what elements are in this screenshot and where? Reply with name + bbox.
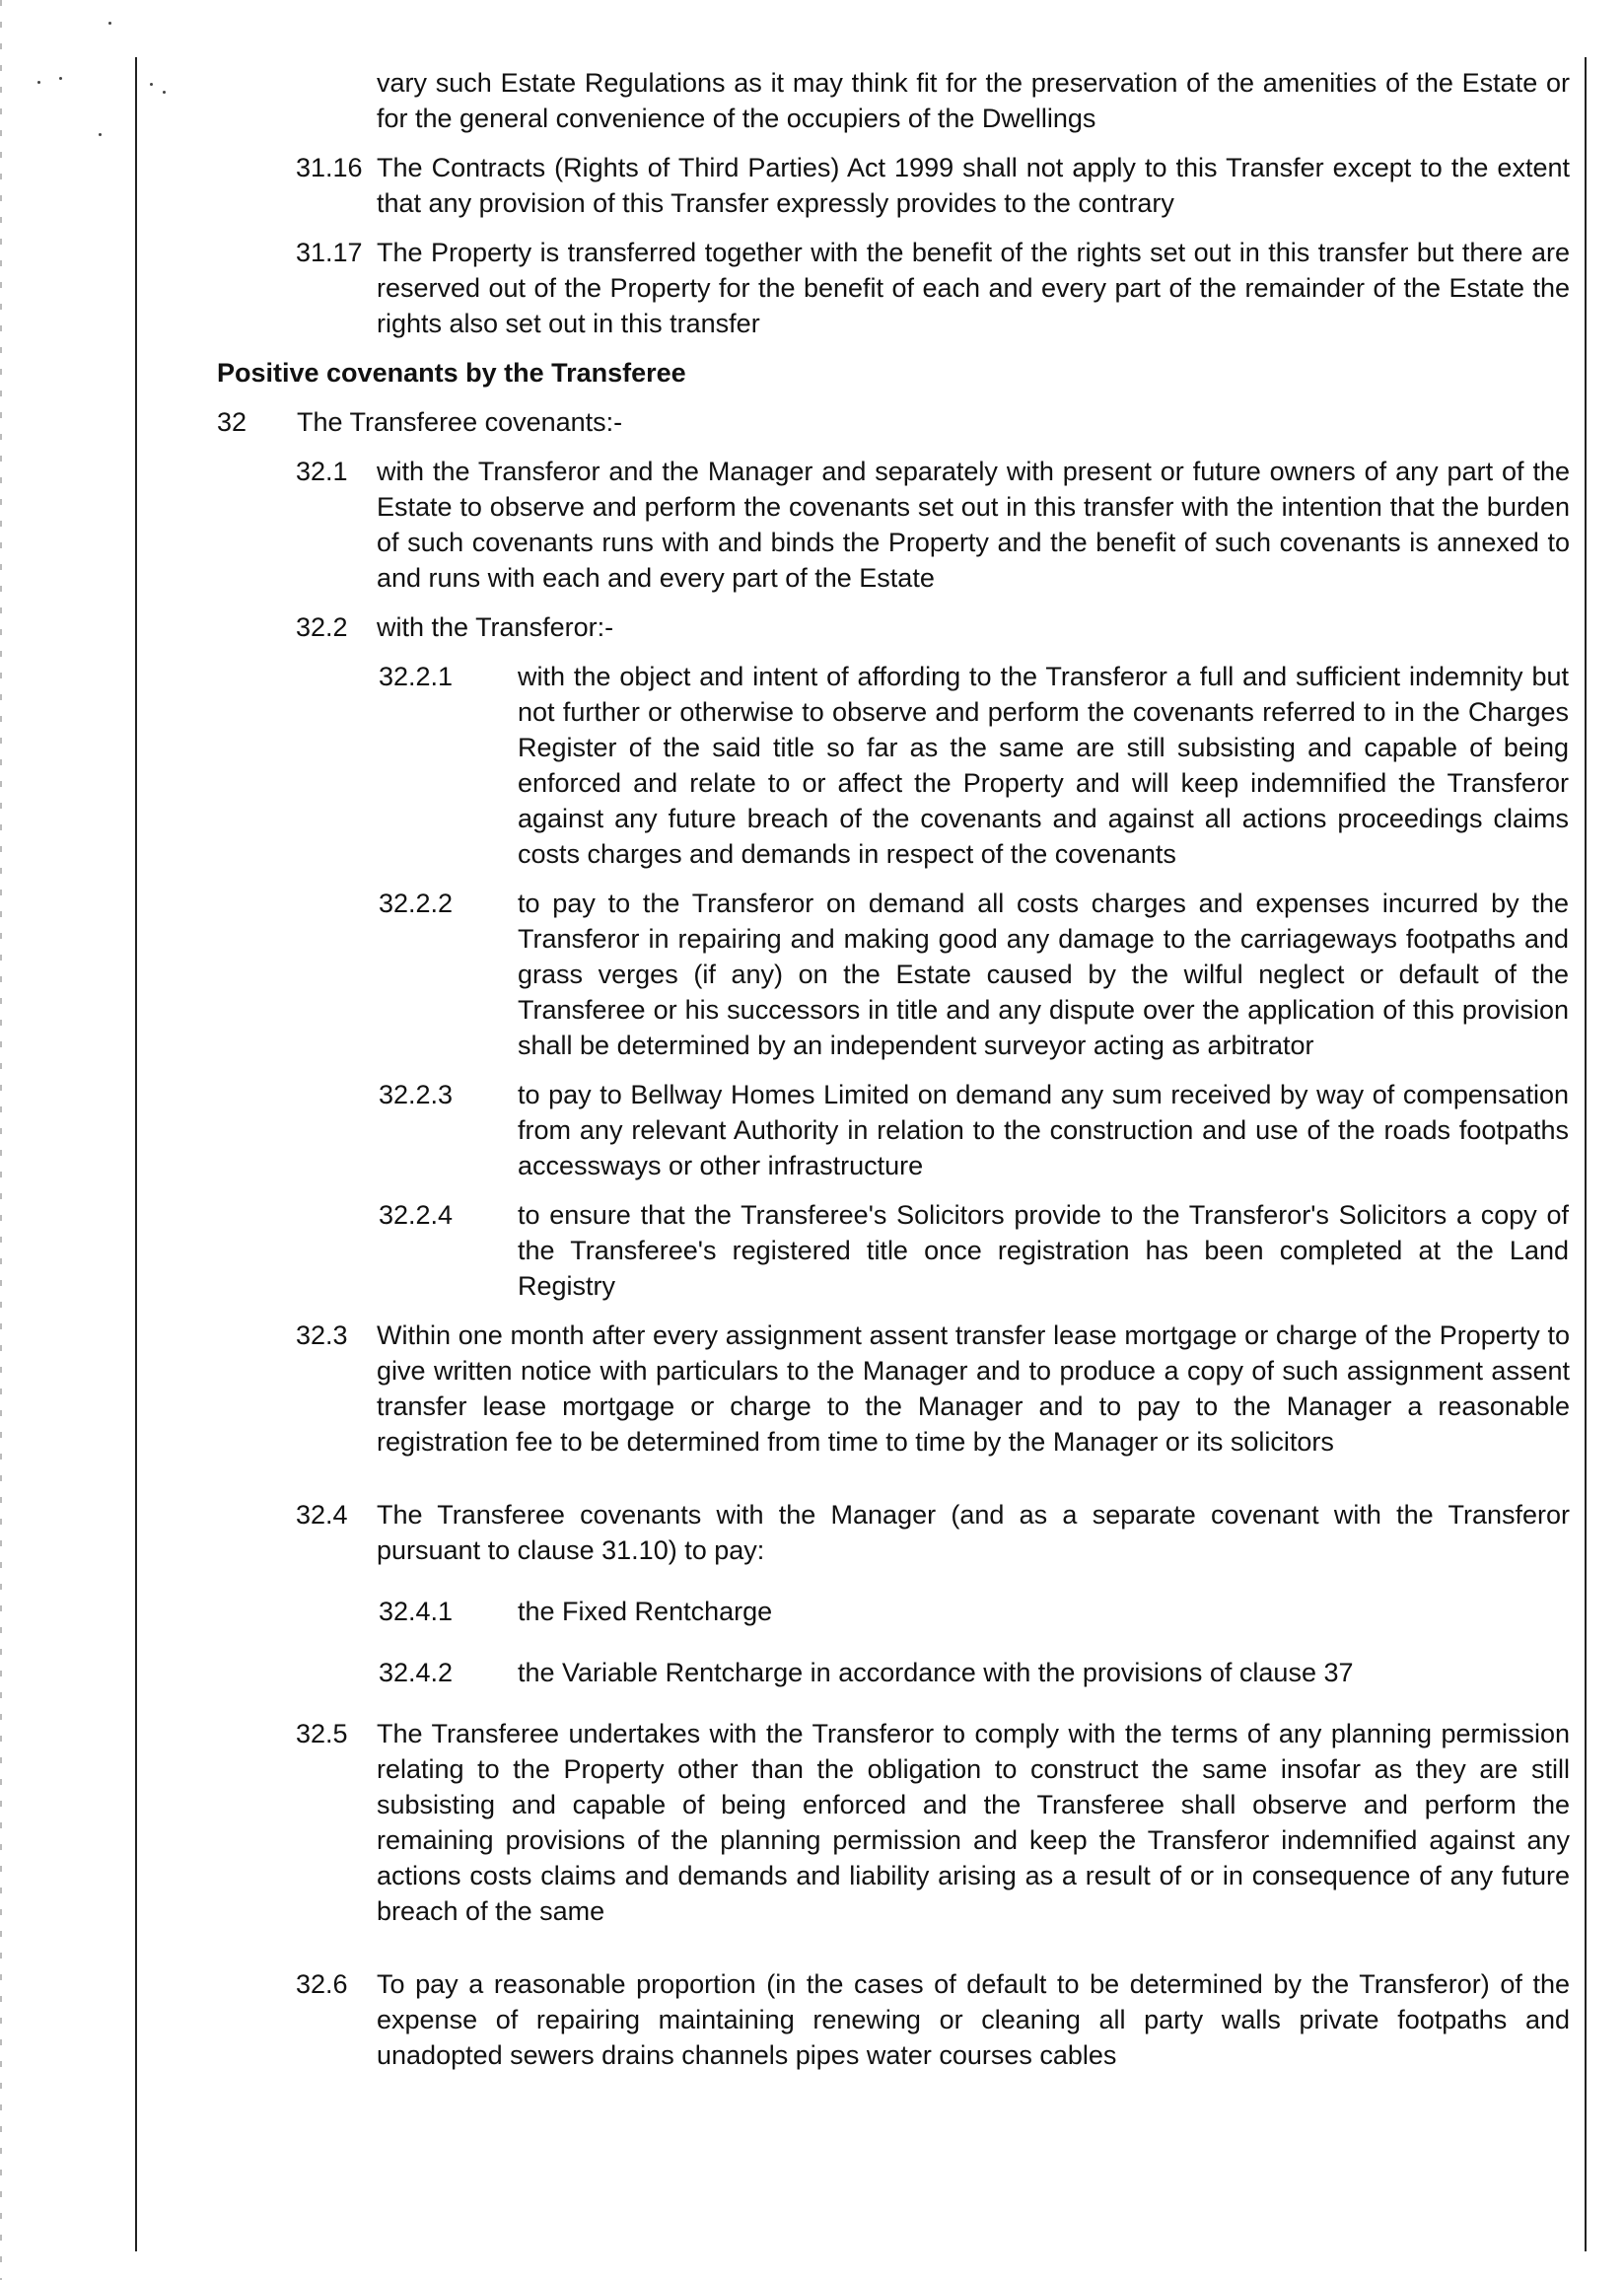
clause-text: The Property is transferred together with the benefit of the rights set out in this transfer but there are reserved out of the Property for the benefit of each and every part of the remainder of the Estate the rights also set out in this transfer <box>377 238 1570 338</box>
clause-number: 32.4 <box>296 1500 348 1530</box>
clause-32-2-1 <box>0 659 1624 872</box>
clause-number: 32.3 <box>296 1320 348 1350</box>
clause-number: 32 <box>217 407 247 437</box>
clause-32-2-4 <box>0 1197 1624 1304</box>
clause-32-6 <box>0 1966 1624 2073</box>
clause-number: 32.5 <box>296 1719 348 1748</box>
clause-number: 32.2 <box>296 612 348 642</box>
clause-number: 32.1 <box>296 457 348 486</box>
clause-text: the Fixed Rentcharge <box>518 1597 773 1626</box>
clause-text: with the Transferor and the Manager and separately with present or future owners of any part of the Estate to observe and perform the covenants set out in this transfer with the intention that the burden of such covenants runs with and binds the Property and the benefit of such covenants is annexed to and runs with each and every part of the Estate <box>377 457 1570 593</box>
clause-text: with the Transferor:- <box>377 612 614 642</box>
clause-32-4 <box>0 1497 1624 1568</box>
clause-number: 32.2.2 <box>379 889 454 918</box>
clause-text: to pay to Bellway Homes Limited on demand any sum received by way of compensation from any relevant Authority in relation to the construction and use of the roads footpaths accessways or other infrastructure <box>518 1080 1569 1180</box>
spacer <box>0 1704 1624 1716</box>
clause-text: The Transferee covenants:- <box>297 407 623 437</box>
spacer <box>0 1643 1624 1655</box>
clause-number: 32.2.3 <box>379 1080 454 1109</box>
clause-text: with the object and intent of affording to the Transferor a full and sufficient indemnity but not further or otherwise to observe and perform the covenants referred to in the Charges Register of the said title so far as the same are still subsisting and capable of being enforced and relate to or affect the Property and will keep indemnified the Transferor against any future breach of the covenants and against all actions proceedings claims costs charges and demands in respect of the covenants <box>518 662 1569 869</box>
clause-text: To pay a reasonable proportion (in the cases of default to be determined by the Transferor) of the expense of repairing maintaining renewing or cleaning all party walls private footpaths and unadopted sewers drains channels pipes water courses cables <box>377 1969 1570 2070</box>
spacer <box>0 1473 1624 1497</box>
clause-number: 32.6 <box>296 1969 348 1999</box>
clause-text: to pay to the Transferor on demand all costs charges and expenses incurred by the Transferor in repairing and making good any damage to the carriageways footpaths and grass verges (if any) on the Estate caused by the wilful neglect or default of the Transferee or his successors in title and any dispute over the application of this provision shall be determined by an independent surveyor acting as arbitrator <box>518 889 1569 1060</box>
clause-number: 31.16 <box>296 153 363 182</box>
clause-32-4-2 <box>0 1655 1624 1690</box>
clause-32-5 <box>0 1716 1624 1929</box>
clause-32-2-3 <box>0 1077 1624 1183</box>
clause-31-16 <box>0 150 1624 221</box>
clause-32-4-1 <box>0 1594 1624 1629</box>
scan-speck <box>108 22 111 25</box>
clause-number: 32.4.2 <box>379 1658 454 1687</box>
clause-text: The Transferee undertakes with the Transferor to comply with the terms of any planning permission relating to the Property other than the obligation to construct the same insofar as they are still subsisting and capable of being enforced and the Transferee shall observe and perform the remaining provisions of the planning permission and keep the Transferor indemnified against any actions costs claims and demands and liability arising as a result of or in consequence of any future breach of the same <box>377 1719 1570 1926</box>
clause-32 <box>0 404 1624 440</box>
clause-text: The Contracts (Rights of Third Parties) Act 1999 shall not apply to this Transfer except to the extent that any provision of this Transfer expressly provides to the contrary <box>377 153 1570 218</box>
clause-31-17 <box>0 235 1624 341</box>
clause-text: Within one month after every assignment assent transfer lease mortgage or charge of the Property to give written notice with particulars to the Manager and to produce a copy of such assignment assent transfer lease mortgage or charge to the Manager and to pay to the Manager a reasonable registration fee to be determined from time to time by the Manager or its solicitors <box>377 1320 1570 1457</box>
spacer <box>0 1582 1624 1594</box>
clause-text: The Transferee covenants with the Manager (and as a separate covenant with the Transferor pursuant to clause 31.10) to pay: <box>377 1500 1570 1565</box>
clause-text: the Variable Rentcharge in accordance with the provisions of clause 37 <box>518 1658 1354 1687</box>
clause-32-2 <box>0 609 1624 645</box>
clause-32-3 <box>0 1318 1624 1460</box>
clause-number: 32.2.4 <box>379 1200 454 1230</box>
section-heading: Positive covenants by the Transferee <box>217 358 686 388</box>
clause-32-1 <box>0 454 1624 596</box>
continued-paragraph: vary such Estate Regulations as it may think fit for the preservation of the amenities of the Estate or for the general convenience of the occupiers of the Dwellings <box>377 68 1570 133</box>
clause-text: to ensure that the Transferee's Solicitors provide to the Transferor's Solicitors a copy of the Transferee's registered title once registration has been completed at the Land Registry <box>518 1200 1569 1301</box>
clause-32-2-2 <box>0 886 1624 1063</box>
document-body <box>0 65 1624 2087</box>
clause-number: 32.2.1 <box>379 662 454 691</box>
spacer <box>0 1943 1624 1966</box>
clause-number: 32.4.1 <box>379 1597 454 1626</box>
clause-number: 31.17 <box>296 238 363 267</box>
